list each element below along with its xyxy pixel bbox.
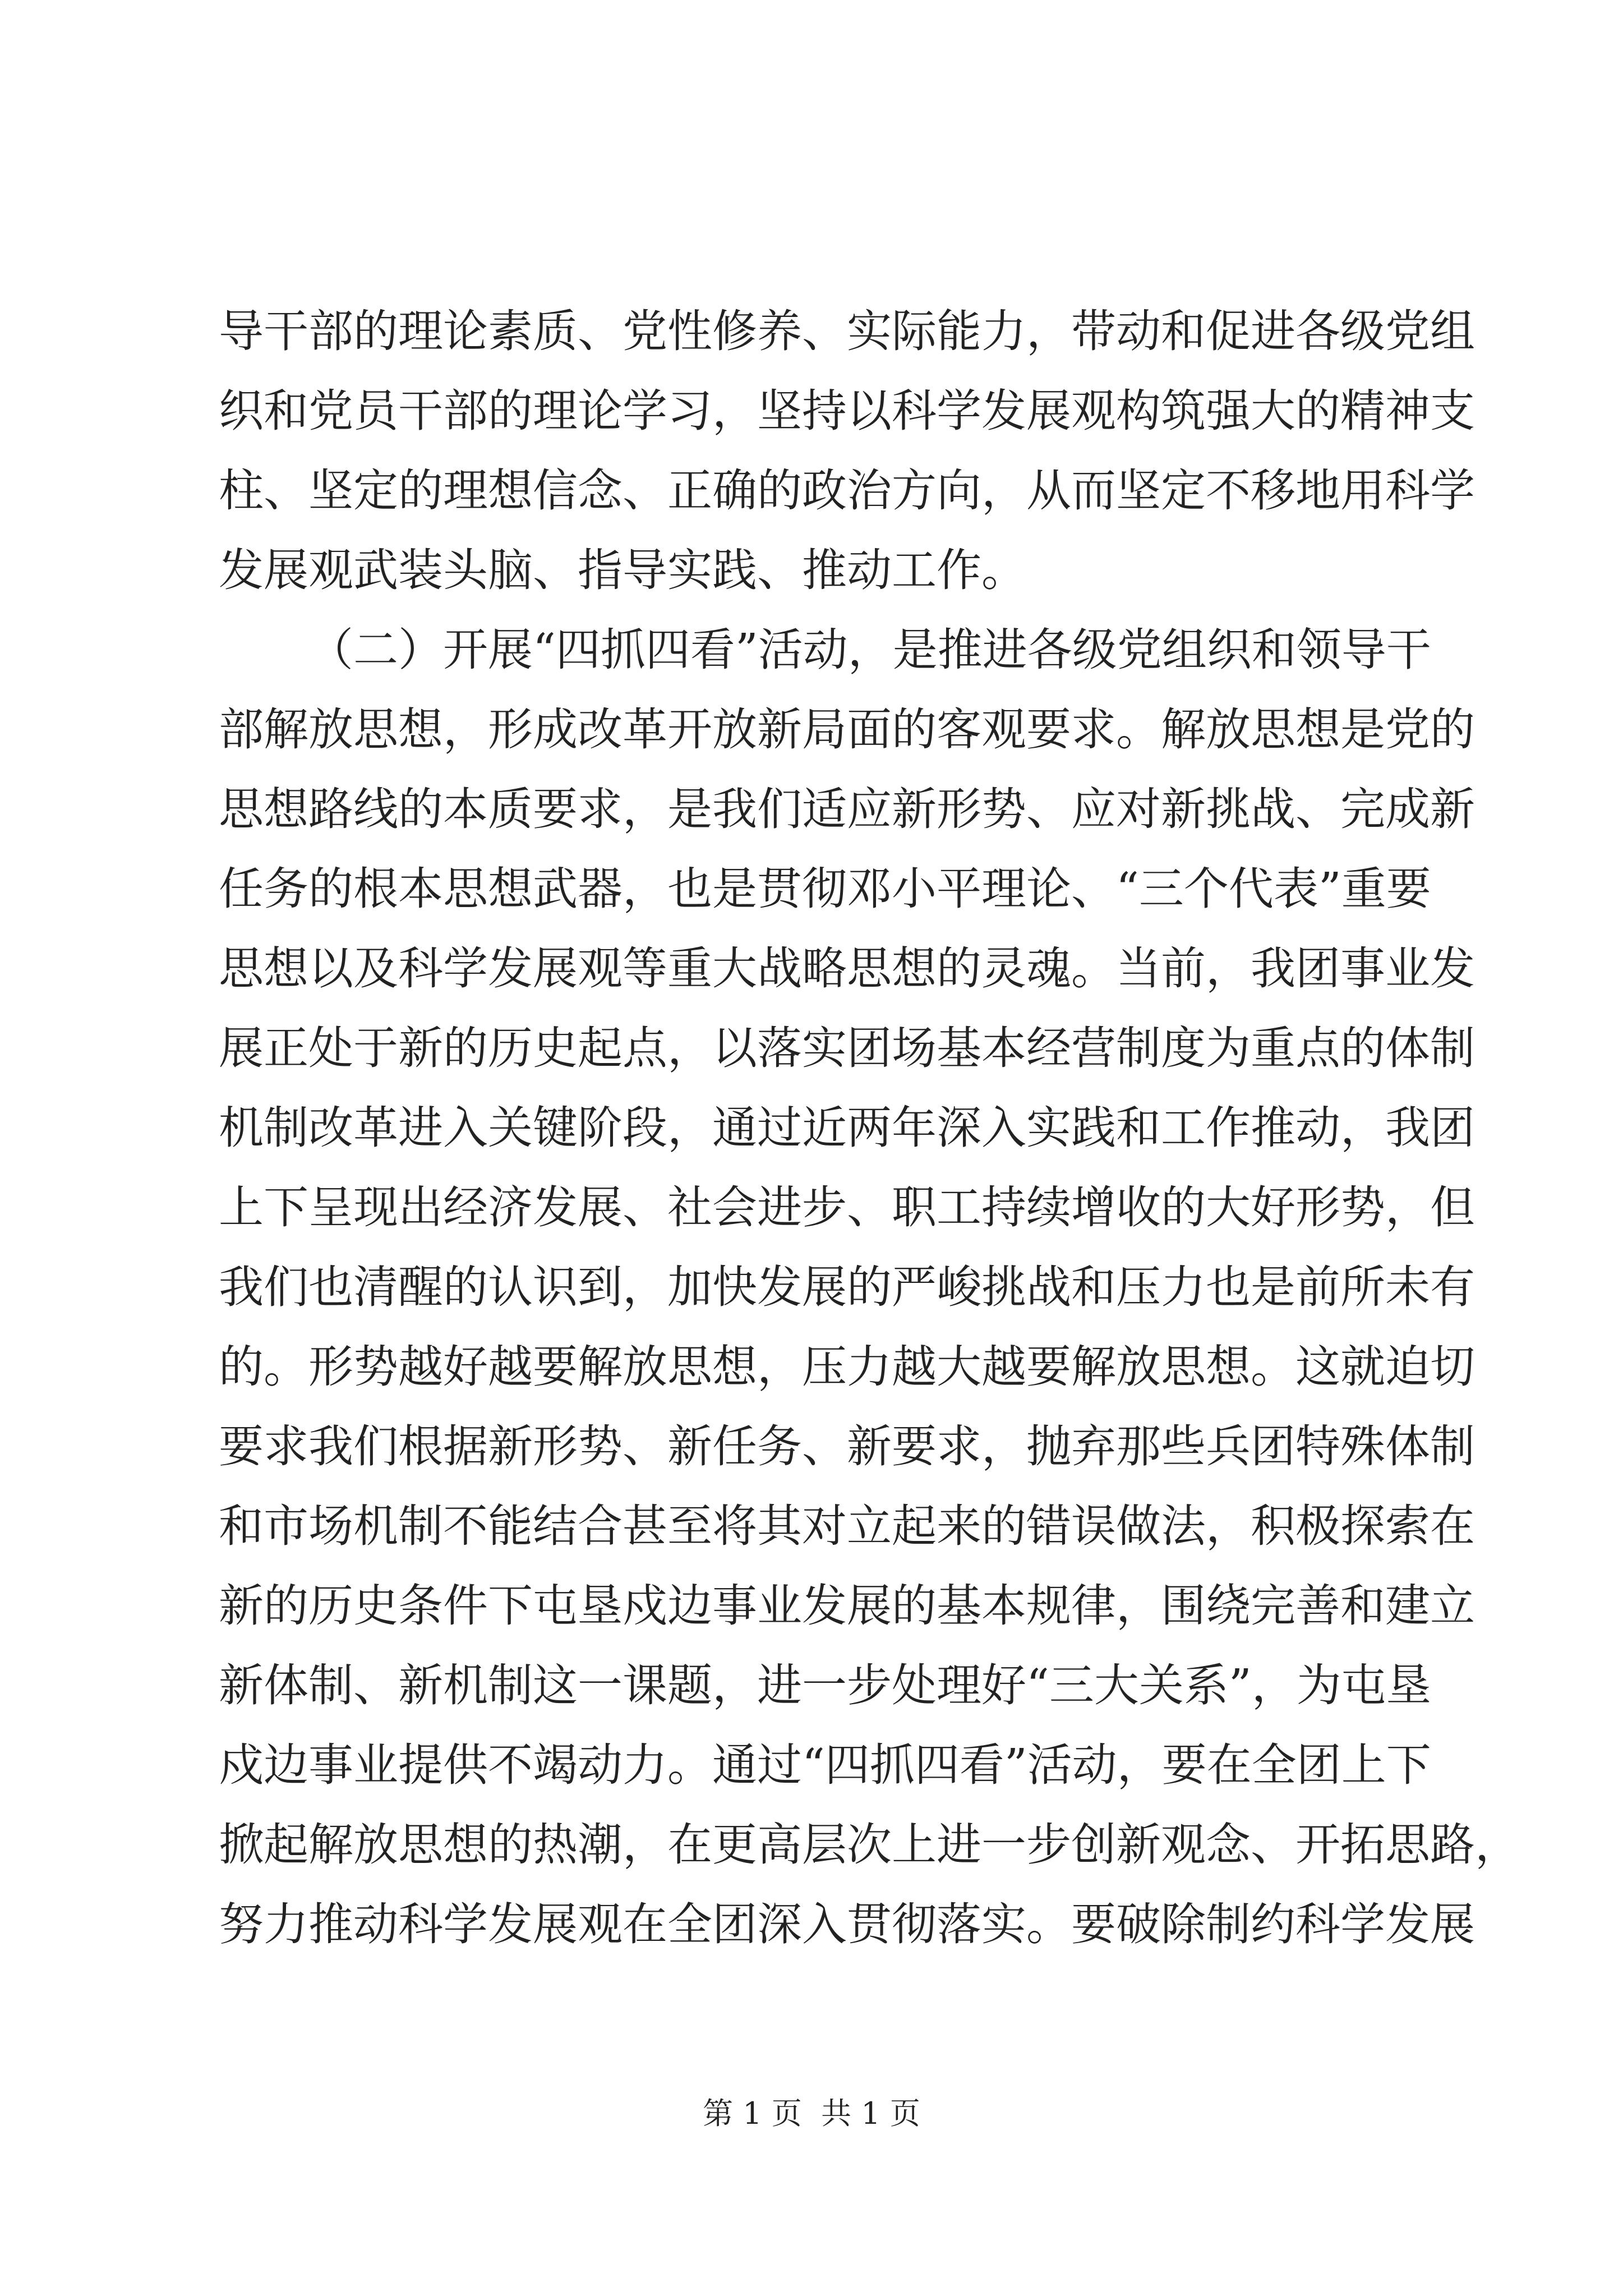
document-body <box>219 292 1520 1964</box>
page-footer <box>0 2090 1623 2133</box>
text-line: 新体制、新机制这一课题，进一步处理好“三大关系”，为屯垦 <box>219 1659 1431 1711</box>
text-line: 新的历史条件下屯垦戍边事业发展的基本规律，围绕完善和建立 <box>219 1580 1475 1632</box>
text-line: 思想以及科学发展观等重大战略思想的灵魂。当前，我团事业发 <box>219 942 1475 995</box>
text-line: 展正处于新的历史起点，以落实团场基本经营制度为重点的体制 <box>219 1022 1475 1074</box>
text-line: 要求我们根据新形势、新任务、新要求，抛弃那些兵团特殊体制 <box>219 1420 1475 1473</box>
text-line: 思想路线的本质要求，是我们适应新形势、应对新挑战、完成新 <box>219 783 1475 835</box>
text-line: 上下呈现出经济发展、社会进步、职工持续增收的大好形势，但 <box>219 1181 1475 1234</box>
text-line: 我们也清醒的认识到，加快发展的严峻挑战和压力也是前所未有 <box>219 1261 1475 1313</box>
text-line: 努力推动科学发展观在全团深入贯彻落实。要破除制约科学发展 <box>219 1898 1475 1950</box>
text-line: 柱、坚定的理想信念、正确的政治方向，从而坚定不移地用科学 <box>219 464 1475 517</box>
text-line: 机制改革进入关键阶段，通过近两年深入实践和工作推动，我团 <box>219 1102 1475 1154</box>
text-line: 的。形势越好越要解放思想，压力越大越要解放思想。这就迫切 <box>219 1341 1475 1393</box>
paragraph-start-line: （二）开展“四抓四看”活动，是推进各级党组织和领导干 <box>308 624 1431 676</box>
text-line: 任务的根本思想武器，也是贯彻邓小平理论、“三个代表”重要 <box>219 863 1431 915</box>
text-line: 发展观武装头脑、指导实践、推动工作。 <box>219 544 1026 596</box>
text-line: 织和党员干部的理论学习，坚持以科学发展观构筑强大的精神支 <box>219 385 1475 437</box>
page-number: 第 1 页 共 1 页 <box>703 2096 920 2131</box>
text-line: 戍边事业提供不竭动力。通过“四抓四看”活动，要在全团上下 <box>219 1739 1431 1791</box>
text-line: 部解放思想，形成改革开放新局面的客观要求。解放思想是党的 <box>219 703 1475 756</box>
text-line: 和市场机制不能结合甚至将其对立起来的错误做法，积极探索在 <box>219 1500 1475 1552</box>
text-line: 导干部的理论素质、党性修养、实际能力，带动和促进各级党组 <box>219 305 1475 357</box>
text-line: 掀起解放思想的热潮，在更高层次上进一步创新观念、开拓思路， <box>219 1819 1520 1871</box>
